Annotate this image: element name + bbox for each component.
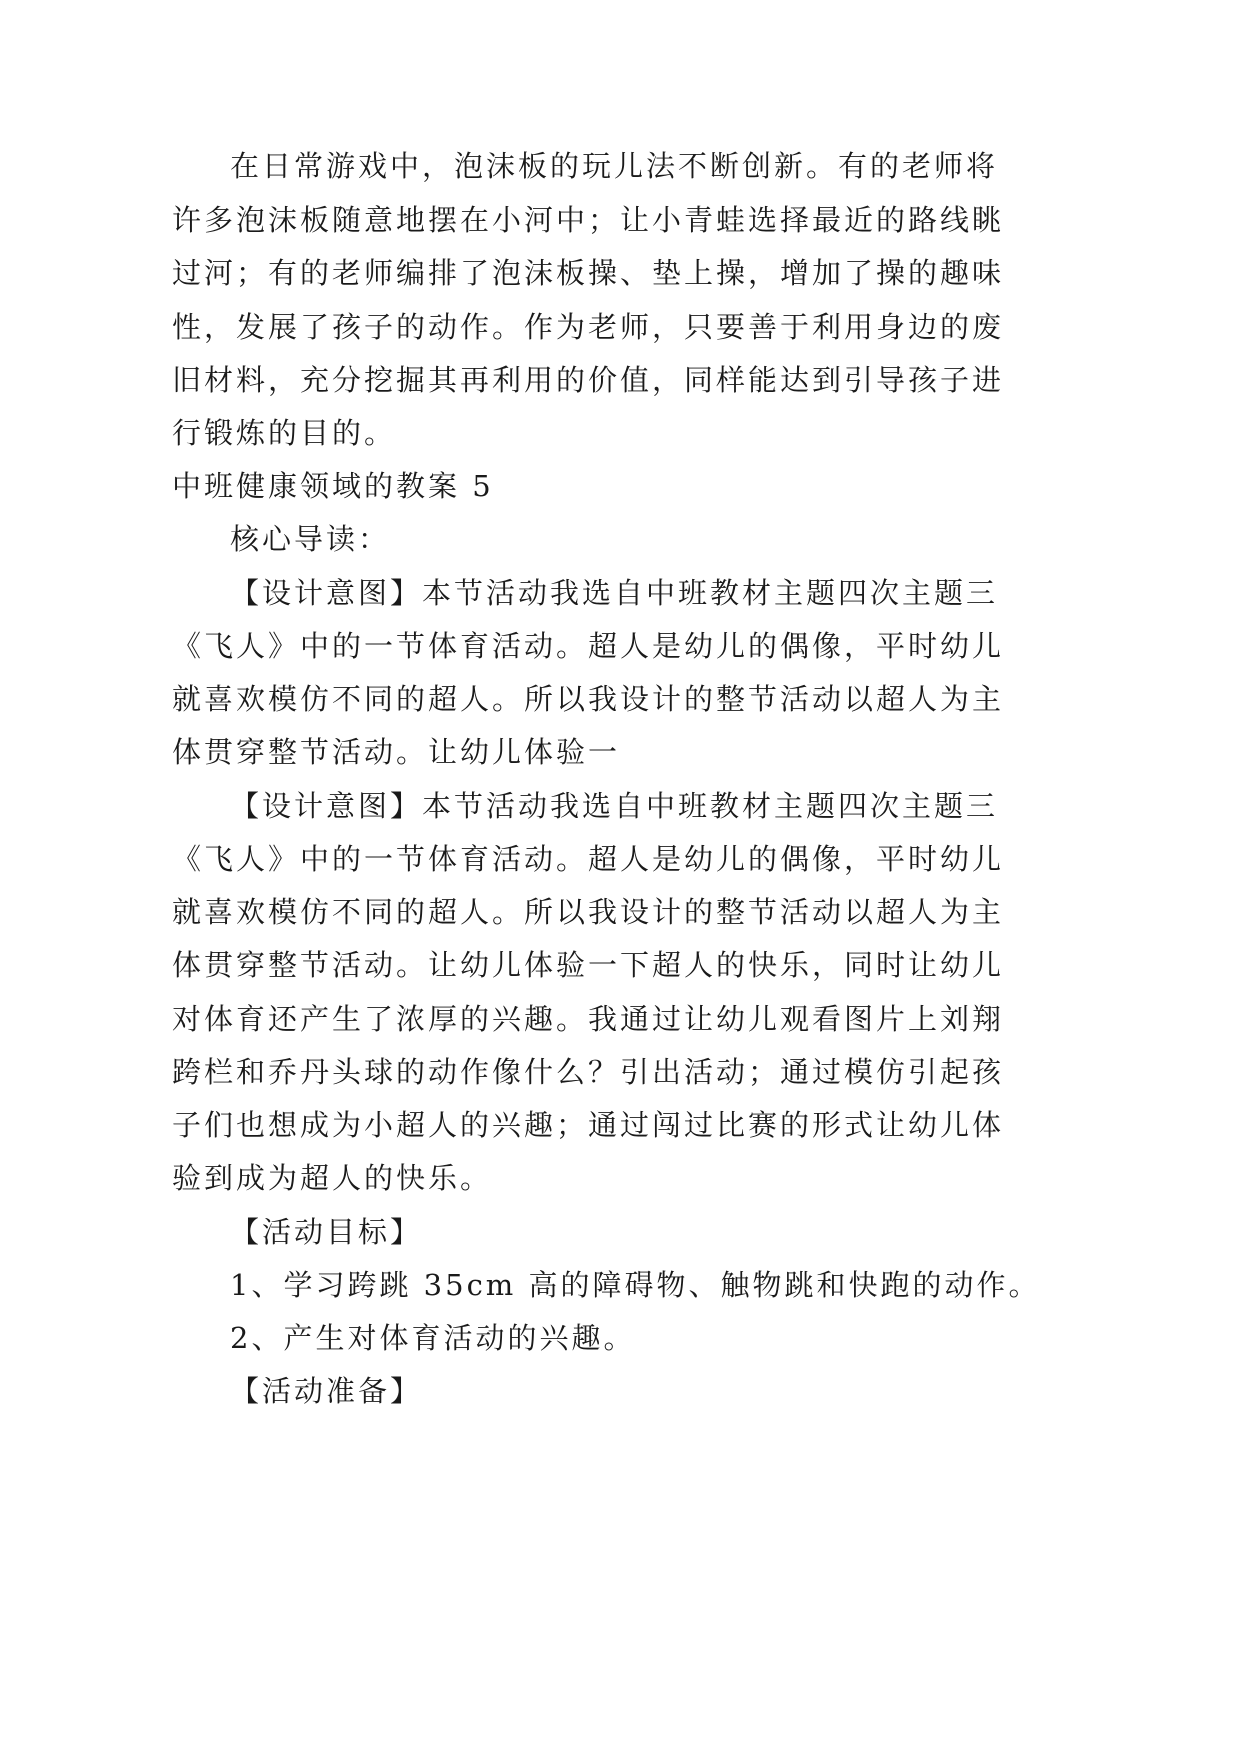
paragraph-line: 【设计意图】本节活动我选自中班教材主题四次主题三 [230,789,999,823]
paragraph-line: 就喜欢模仿不同的超人。所以我设计的整节活动以超人为主 [172,895,1005,929]
list-item: 2、产生对体育活动的兴趣。 [230,1321,636,1355]
paragraph-line: 体贯穿整节活动。让幼儿体验一 [172,735,621,769]
section-label: 【活动目标】 [230,1215,423,1249]
paragraph-line: 就喜欢模仿不同的超人。所以我设计的整节活动以超人为主 [172,682,1005,716]
section-label: 【活动准备】 [230,1374,423,1408]
paragraph-line: 性，发展了孩子的动作。作为老师，只要善于利用身边的废 [172,310,1005,344]
paragraph-line: 旧材料，充分挖掘其再利用的价值，同样能达到引导孩子进 [172,363,1005,397]
section-heading: 中班健康领域的教案 5 [172,469,494,503]
paragraph-line: 核心导读： [230,522,391,556]
paragraph-line: 《飞人》中的一节体育活动。超人是幼儿的偶像，平时幼儿 [172,629,1005,663]
paragraph-line: 对体育还产生了浓厚的兴趣。我通过让幼儿观看图片上刘翔 [172,1002,1005,1036]
paragraph-line: 在日常游戏中，泡沫板的玩儿法不断创新。有的老师将 [230,149,999,183]
paragraph-line: 许多泡沫板随意地摆在小河中；让小青蛙选择最近的路线眺 [172,203,1005,237]
paragraph-line: 验到成为超人的快乐。 [172,1161,493,1195]
paragraph-line: 体贯穿整节活动。让幼儿体验一下超人的快乐，同时让幼儿 [172,948,1005,982]
list-item: 1、学习跨跳 35cm 高的障碍物、触物跳和快跑的动作。 [230,1268,1041,1302]
paragraph-line: 行锻炼的目的。 [172,416,397,450]
paragraph-line: 过河；有的老师编排了泡沫板操、垫上操，增加了操的趣味 [172,256,1005,290]
paragraph-line: 子们也想成为小超人的兴趣；通过闯过比赛的形式让幼儿体 [172,1108,1005,1142]
paragraph-line: 跨栏和乔丹头球的动作像什么？引出活动；通过模仿引起孩 [172,1055,1005,1089]
paragraph-line: 《飞人》中的一节体育活动。超人是幼儿的偶像，平时幼儿 [172,842,1005,876]
paragraph-line: 【设计意图】本节活动我选自中班教材主题四次主题三 [230,576,999,610]
